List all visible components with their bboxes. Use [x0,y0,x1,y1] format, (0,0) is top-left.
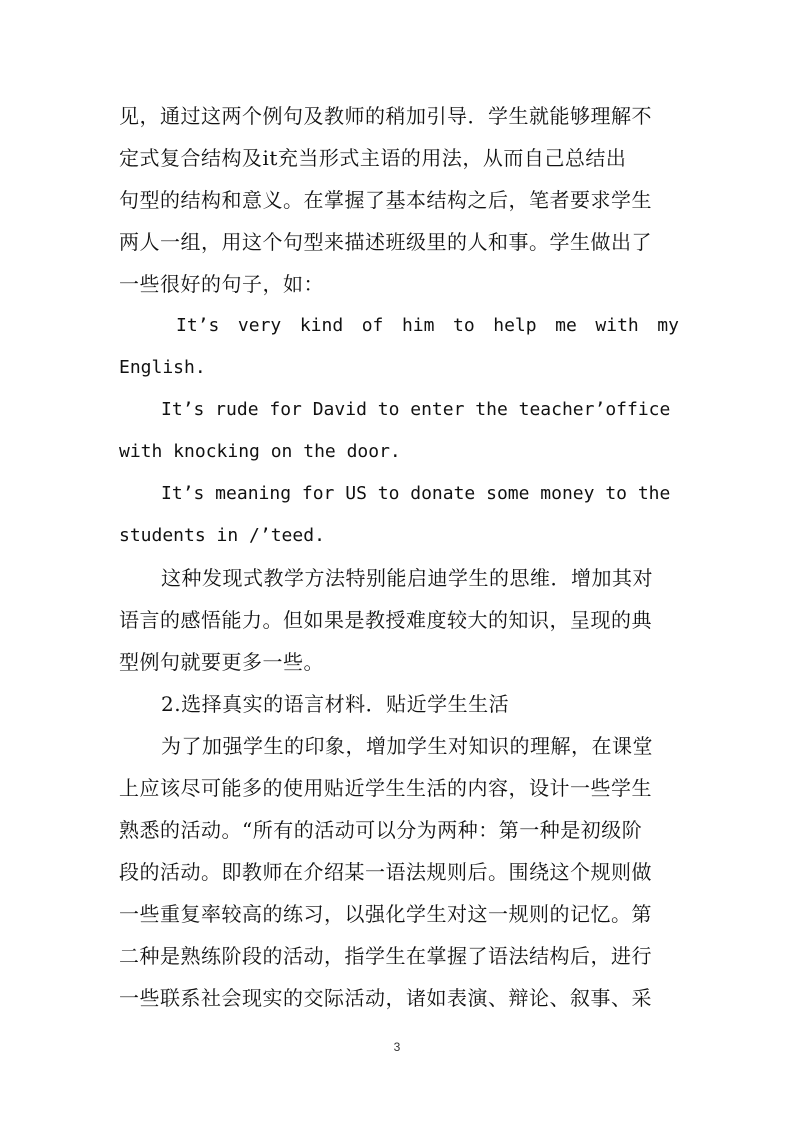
paragraph-line: 一些很好的句子，如： [119,272,324,296]
example-word: me [555,315,577,336]
example-word: to [453,315,475,336]
paragraph-line: 型例句就要更多一些。 [119,650,324,674]
paragraph-line: 这种发现式教学方法特别能启迪学生的思维．增加其对 [161,566,653,590]
example-word: with [595,315,639,336]
paragraph-line: 句型的结构和意义。在掌握了基本结构之后，笔者要求学生 [119,188,652,212]
paragraph-line: 段的活动。即教师在介绍某一语法规则后。围绕这个规则做 [119,860,652,884]
paragraph-line: 为了加强学生的印象，增加学生对知识的理解，在课堂 [161,734,653,758]
paragraph-line: 定式复合结构及it充当形式主语的用法，从而自己总结出 [119,146,627,170]
paragraph-line: 上应该尽可能多的使用贴近学生生活的内容，设计一些学生 [119,776,652,800]
paragraph-line: 见，通过这两个例句及教师的稍加引导．学生就能够理解不 [119,104,652,128]
example-sentence-2: It’s rude for David to enter the teacher’office [161,399,671,420]
example-word: very [237,315,282,336]
example-sentence-2-continued: with knocking on the door. [119,441,401,462]
paragraph-line: 一些重复率较高的练习，以强化学生对这一规则的记忆。第 [119,902,652,926]
example-word: my [657,315,679,336]
example-word: him [401,315,435,336]
paragraph-line: 一些联系社会现实的交际活动，诸如表演、辩论、叙事、采 [119,986,652,1010]
example-sentence-1-continued: English. [119,357,206,378]
example-sentence-3-continued: students in /’teed. [119,525,325,546]
paragraph-line: 熟悉的活动。“所有的活动可以分为两种：第一种是初级阶 [119,818,643,842]
example-word: of [361,315,384,336]
example-sentence-3: It’s meaning for US to donate some money to the [161,483,671,504]
section-heading: 2.选择真实的语言材料．贴近学生生活 [161,692,510,716]
example-word: It’s [176,315,220,336]
example-sentence-1 [176,305,679,347]
example-word: kind [299,315,344,336]
paragraph-line: 两人一组，用这个句型来描述班级里的人和事。学生做出了 [119,230,652,254]
paragraph-line: 二种是熟练阶段的活动，指学生在掌握了语法结构后，进行 [119,944,652,968]
example-word: help [493,315,537,336]
paragraph-line: 语言的感悟能力。但如果是教授难度较大的知识，呈现的典 [119,608,652,632]
page-number: 3 [393,1040,401,1054]
